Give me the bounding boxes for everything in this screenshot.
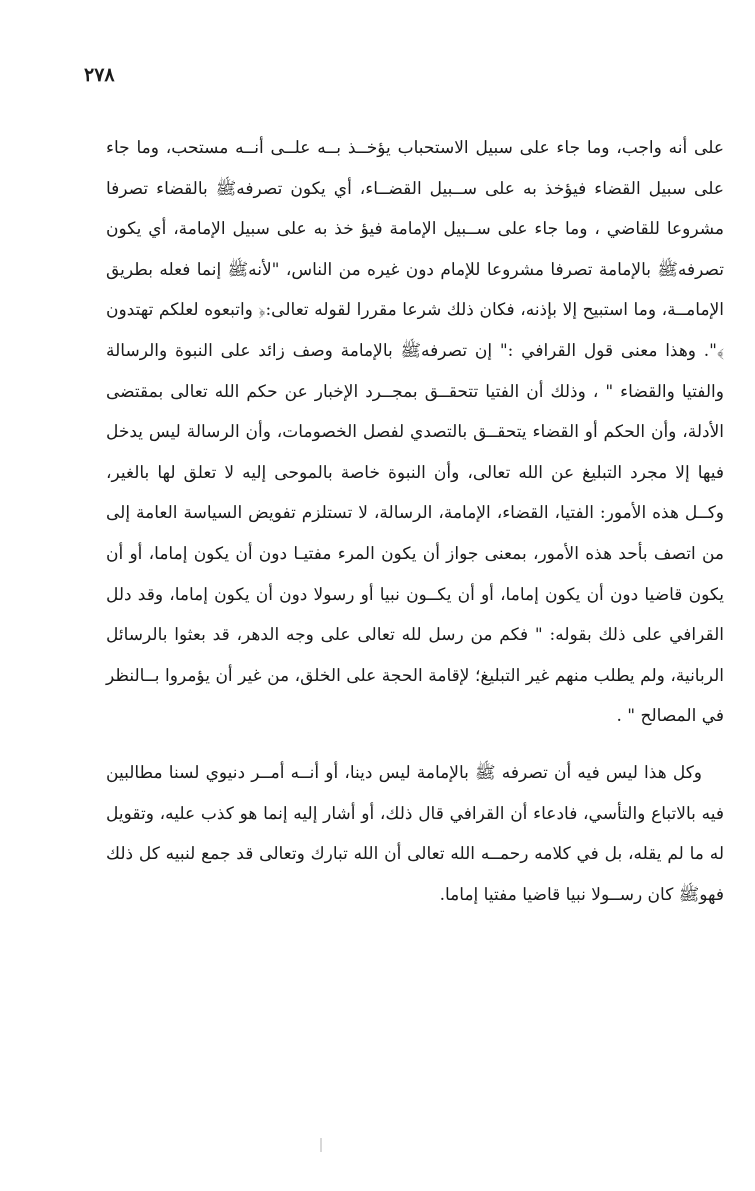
page-number: ٢٧٨ <box>84 64 115 86</box>
paragraph: على أنه واجب، وما جاء على سبيل الاستحباب يؤخــذ بــه علــى أنــه مستحب، وما جاء على سبيل القضاء فيؤخذ به على ســبيل القضــاء، أي يكون تصرفهﷺ بالقضاء تصرفا مشروعا للقاضي ، وما جاء على ســبيل الإمامة فيؤ خذ به على سبيل الإمامة، أي يكون تصرفهﷺ بالإمامة تصرفا مشروعا للإمام دون غيره من الناس، "لأنهﷺ إنما فعله بطريق الإمامــة، وما استبيح إلا بإذنه، فكان ذلك شرعا مقررا لقوله تعالى:﴿ واتبعوه لعلكم تهتدون ﴾". وهذا معنى قول القرافي :" إن تصرفهﷺ بالإمامة وصف زائد على النبوة والرسالة والفتيا والقضاء " ، وذلك أن الفتيا تتحقــق بمجــرد الإخبار عن حكم الله تعالى بمقتضى الأدلة، وأن الحكم أو القضاء يتحقــق بالتصدي لفصل الخصومات، وأن الرسالة ليس يدخل فيها إلا مجرد التبليغ عن الله تعالى، وأن النبوة خاصة بالموحى إليه لا تعلق لها بالغير، وكــل هذه الأمور: الفتيا، القضاء، الإمامة، الرسالة، لا تستلزم تفويض السياسة العامة إلى من اتصف بأحد هذه الأمور، بمعنى جواز أن يكون المرء مفتيـا دون أن يكون إماما، أو أن يكون قاضيا دون أن يكون إماما، أو أن يكــون نبيا أو رسولا دون أن يكون إماما، وقد دلل القرافي على ذلك بقوله: " فكم من رسل لله تعالى على وجه الدهر، قد بعثوا بالرسائل الربانية، ولم يطلب منهم غير التبليغ؛ لإقامة الحجة على الخلق، من غير أن يؤمروا بــالنظر في المصالح " . <box>106 138 724 727</box>
body-text <box>106 128 724 915</box>
paragraph: وكل هذا ليس فيه أن تصرفه ﷺ بالإمامة ليس دينا، أو أنــه أمــر دنيوي لسنا مطالبين فيه بالاتباع والتأسي، فادعاء أن القرافي قال ذلك، أو أشار إليه إنما هو كذب عليه، وتقويل له ما لم يقله، بل في كلامه رحمــه الله تعالى أن الله تبارك وتعالى قد جمع لنبيه كل ذلك فهوﷺ كان رســولا نبيا قاضيا مفتيا إماما. <box>106 762 724 905</box>
scan-mark <box>320 1138 322 1152</box>
